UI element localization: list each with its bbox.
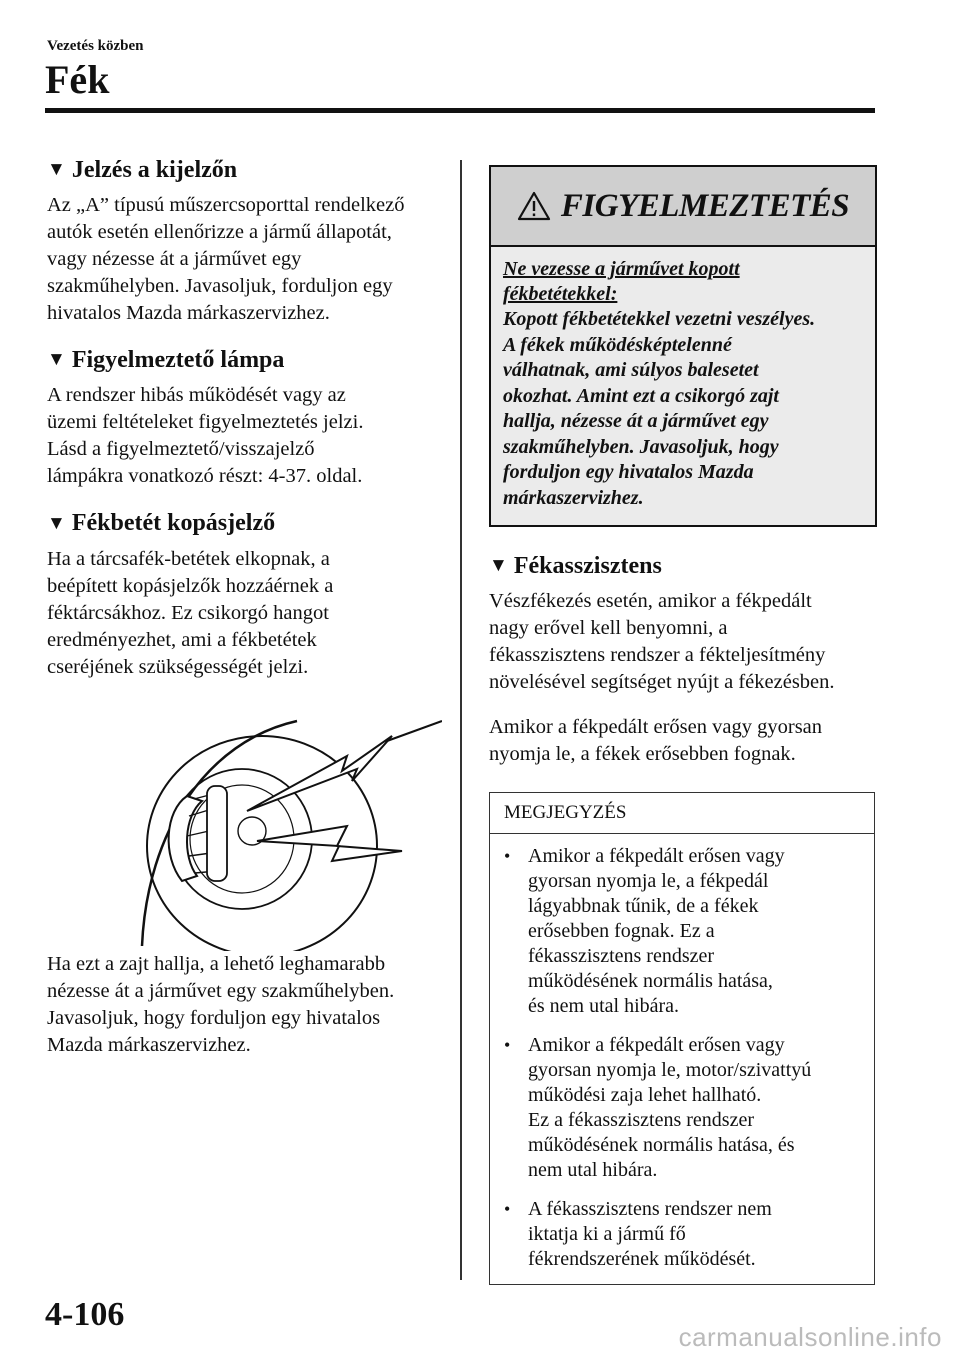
text-line: Vészfékezés esetén, amikor a fékpedált — [489, 590, 812, 613]
text-line: okozhat. Amint ezt a csikorgó zajt — [503, 384, 779, 407]
text-line: A rendszer hibás működését vagy az — [47, 384, 346, 407]
note-item-text: A fékasszisztens rendszer nem iktatja ki a jármű fő fékrendszerének működését. — [528, 1198, 772, 1271]
section-heading-brake-assist — [489, 551, 875, 582]
text-line: féktárcsákhoz. Ez csikorgó hangot — [47, 601, 329, 624]
text-line: cseréjének szükségességét jelzi. — [47, 655, 309, 678]
column-divider — [460, 160, 462, 1280]
text-line: fékasszisztens rendszer a fékteljesítmény — [489, 644, 826, 667]
text-line: Az „A” típusú műszercsoporttal rendelkező — [47, 194, 405, 217]
caliper-shape — [169, 796, 202, 881]
triangle-down-icon: ▼ — [47, 159, 66, 181]
note-item — [504, 844, 860, 1019]
text-line: fékbetétekkel: — [503, 283, 618, 305]
text-line: nagy erővel kell benyomni, a — [489, 617, 728, 640]
text-line: szakműhelyben. Javasoljuk, hogy — [503, 435, 779, 458]
note-box — [489, 792, 875, 1285]
watermark: carmanualsonline.info — [678, 1322, 942, 1352]
text-line: beépített kopásjelzők hozzáérnek a — [47, 574, 334, 597]
brake-assist-paragraph-2 — [489, 714, 875, 768]
warning-header — [491, 167, 875, 247]
bullet-icon: • — [504, 1035, 511, 1056]
display-paragraph — [47, 192, 442, 327]
text-line: Mazda márkaszervizhez. — [47, 1033, 251, 1056]
triangle-down-icon: ▼ — [47, 349, 66, 371]
text-line: hallja, nézesse át a járművet egy — [503, 410, 769, 432]
text-line: forduljon egy hivatalos Mazda — [503, 461, 754, 483]
text-line: nyomja le, a fékek erősebben fognak. — [489, 743, 796, 766]
brake-pad — [207, 786, 227, 881]
text-line: üzemi feltételeket figyelmeztetés jelzi. — [47, 411, 364, 434]
text-line: válhatnak, ami súlyos balesetet — [503, 359, 759, 381]
brake-assist-paragraph — [489, 588, 875, 696]
text-line: Amikor a fékpedált erősen vagy gyorsan — [489, 716, 823, 739]
body-line — [387, 721, 442, 741]
warning-box — [489, 165, 877, 527]
note-item-text: Amikor a fékpedált erősen vagy gyorsan nyomja le, motor/szivattyú működési zaja lehet hallható. Ez a fékasszisztens rendszer működésének normális hatása, és nem utal hibára. — [528, 1034, 812, 1182]
triangle-down-icon: ▼ — [47, 512, 66, 534]
warning-triangle-icon — [517, 191, 551, 221]
text-line: Lásd a figyelmeztető/visszajelző — [47, 438, 315, 461]
page-title: Fék — [45, 57, 110, 102]
section-label: Vezetés közben — [47, 38, 144, 54]
text-line: márkaszervizhez. — [503, 486, 644, 509]
section-heading-text: Fékbetét kopásjelző — [71, 510, 276, 537]
bullet-icon: • — [504, 1199, 511, 1220]
section-heading-text: Jelzés a kijelzőn — [71, 157, 238, 183]
note-item-text: Amikor a fékpedált erősen vagy gyorsan nyomja le, a fékpedál lágyabbnak tűnik, de a fékek erősebben fognak. Ez a fékasszisztens rendszer működésének normális hatása, és nem utal hibára. — [528, 845, 785, 1018]
text-line: Ne vezesse a járművet kopott — [503, 258, 740, 280]
section-heading-warning-lamp — [47, 345, 442, 376]
after-illustration-paragraph — [47, 951, 442, 1059]
text-line: A fékek működésképtelenné — [503, 333, 732, 356]
warning-heading — [503, 257, 863, 307]
page-number: 4-106 — [45, 1296, 125, 1333]
text-line: Kopott fékbetétekkel vezetni veszélyes. — [503, 308, 816, 330]
note-item — [504, 1197, 860, 1272]
brake-wear-illustration — [47, 681, 442, 951]
text-line: Ha a tárcsafék-betétek elkopnak, a — [47, 547, 330, 570]
section-heading-text: Figyelmeztető lámpa — [71, 347, 285, 374]
note-body — [490, 834, 874, 1284]
warning-title: FIGYELMEZTETÉS — [560, 187, 850, 224]
bullet-icon: • — [504, 846, 511, 867]
warning-lamp-paragraph — [47, 382, 442, 490]
pad-wear-paragraph — [47, 546, 442, 681]
title-rule — [45, 108, 875, 113]
text-line: vagy nézesse át a járművet egy — [47, 248, 302, 271]
text-line: Ha ezt a zajt hallja, a lehető leghamarabb — [47, 952, 386, 975]
text-line: szakműhelyben. Javasoljuk, forduljon egy — [47, 275, 393, 298]
squeal-arrow-lower — [257, 826, 402, 861]
text-line: eredményezhet, ami a fékbetétek — [47, 628, 317, 651]
text-line: növelésével segítséget nyújt a fékezésben. — [489, 671, 835, 694]
note-item — [504, 1033, 860, 1183]
triangle-down-icon: ▼ — [489, 555, 508, 577]
right-column — [489, 165, 875, 1285]
text-line: hivatalos Mazda márkaszervizhez. — [47, 302, 330, 325]
warning-body — [491, 247, 875, 525]
text-line: nézesse át a járművet egy szakműhelyben. — [47, 979, 395, 1002]
note-title: MEGJEGYZÉS — [490, 793, 874, 834]
text-line: autók esetén ellenőrizze a jármű állapotát, — [47, 221, 392, 244]
section-heading-display — [47, 155, 442, 186]
warning-text — [503, 307, 863, 511]
text-line: lámpákra vonatkozó részt: 4-37. oldal. — [47, 465, 363, 488]
left-column — [47, 155, 442, 1059]
text-line: Javasoljuk, hogy forduljon egy hivatalos — [47, 1006, 381, 1029]
section-heading-pad-wear — [47, 508, 442, 539]
section-heading-text: Fékasszisztens — [513, 553, 662, 579]
